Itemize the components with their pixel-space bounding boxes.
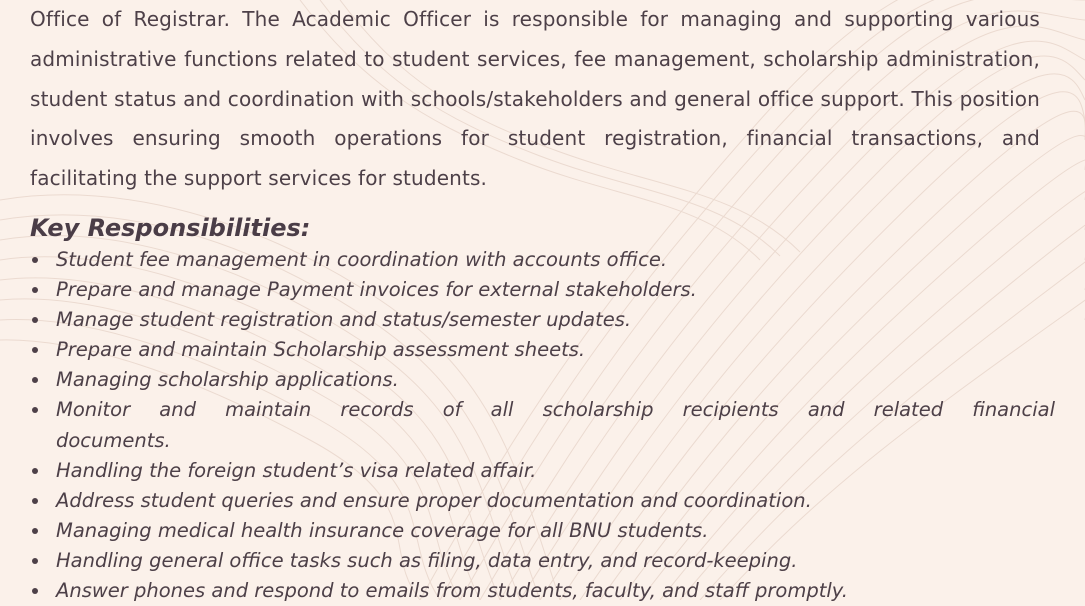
list-item xyxy=(30,546,1055,576)
list-item xyxy=(30,456,1055,486)
key-responsibilities-heading: Key Responsibilities: xyxy=(30,213,311,242)
intro-paragraph: Office of Registrar. The Academic Officer is responsible for managing and supporting various administrative functions related to student services, fee management, scholarship administration, student status and coordination with schools/stakeholders and general office support. This position involves ensuring smooth operations for student registration, financial transactions, and facilitating the support services for students. xyxy=(30,7,1040,191)
bullet-icon xyxy=(32,528,38,534)
list-item xyxy=(30,486,1055,516)
list-item xyxy=(30,516,1055,546)
list-item xyxy=(30,576,1055,606)
list-item-text: Managing scholarship applications. xyxy=(56,368,399,392)
list-item xyxy=(30,395,1055,455)
bullet-icon xyxy=(32,377,38,383)
list-item-text: Managing medical health insurance coverage for all BNU students. xyxy=(56,518,709,542)
list-item xyxy=(30,365,1055,395)
bullet-icon xyxy=(32,317,38,323)
list-item-text: Address student queries and ensure proper documentation and coordination. xyxy=(56,488,812,512)
responsibilities-list xyxy=(30,245,1055,606)
bullet-icon xyxy=(32,347,38,353)
list-item-text: Prepare and manage Payment invoices for external stakeholders. xyxy=(56,278,697,302)
list-item-text: Student fee management in coordination with accounts office. xyxy=(56,247,668,271)
list-item-text: Handling the foreign student’s visa related affair. xyxy=(56,458,537,482)
list-item-text: Monitor and maintain records of all scholarship recipients and related financial documents. xyxy=(56,398,1055,452)
list-item xyxy=(30,305,1055,335)
bullet-icon xyxy=(32,257,38,263)
list-item-text: Prepare and maintain Scholarship assessment sheets. xyxy=(56,338,586,362)
list-item xyxy=(30,335,1055,365)
bullet-icon xyxy=(32,558,38,564)
document-content xyxy=(30,0,1055,606)
bullet-icon xyxy=(32,407,38,413)
list-item xyxy=(30,275,1055,305)
bullet-icon xyxy=(32,588,38,594)
list-item-text: Answer phones and respond to emails from students, faculty, and staff promptly. xyxy=(56,579,848,603)
bullet-icon xyxy=(32,468,38,474)
bullet-icon xyxy=(32,287,38,293)
bullet-icon xyxy=(32,498,38,504)
list-item-text: Manage student registration and status/semester updates. xyxy=(56,308,632,332)
list-item-text: Handling general office tasks such as filing, data entry, and record-keeping. xyxy=(56,548,798,572)
list-item xyxy=(30,245,1055,275)
